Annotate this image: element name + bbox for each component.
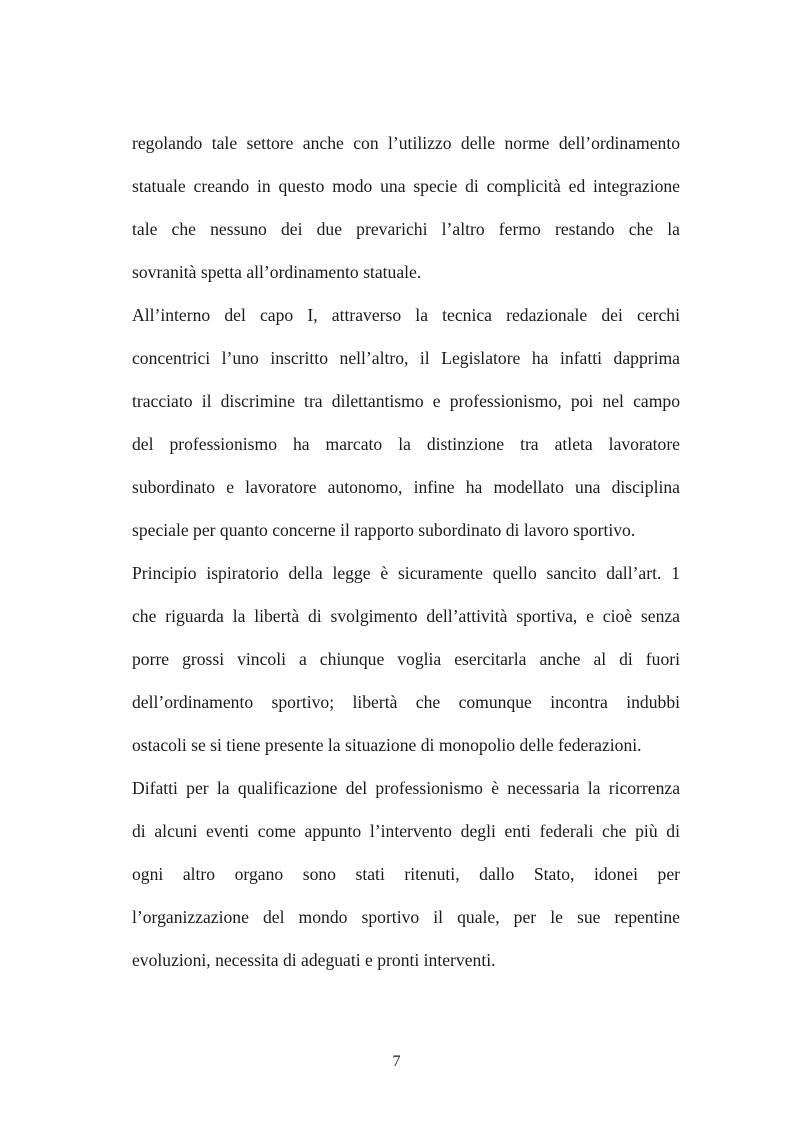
text-line: dell’ordinamento sportivo; libertà che comunque incontra indubbi	[132, 692, 680, 712]
text-line: All’interno del capo I, attraverso la tecnica redazionale dei cerchi	[132, 305, 680, 325]
text-line: del professionismo ha marcato la distinzione tra atleta lavoratore	[132, 434, 680, 454]
text-line: porre grossi vincoli a chiunque voglia esercitarla anche al di fuori	[132, 649, 680, 669]
text-line: l’organizzazione del mondo sportivo il quale, per le sue repentine	[132, 907, 680, 927]
text-line: subordinato e lavoratore autonomo, infine ha modellato una disciplina	[132, 477, 680, 497]
text-line: ostacoli se si tiene presente la situazione di monopolio delle federazioni.	[132, 735, 642, 755]
text-line: che riguarda la libertà di svolgimento dell’attività sportiva, e cioè senza	[132, 606, 680, 626]
body-text	[132, 127, 680, 987]
text-line: regolando tale settore anche con l’utilizzo delle norme dell’ordinamento	[132, 133, 680, 153]
text-line: tracciato il discrimine tra dilettantismo e professionismo, poi nel campo	[132, 391, 680, 411]
page-number: 7	[392, 1053, 401, 1070]
text-line: ogni altro organo sono stati ritenuti, dallo Stato, idonei per	[132, 864, 680, 884]
text-line: tale che nessuno dei due prevarichi l’altro fermo restando che la	[132, 219, 680, 239]
text-line: statuale creando in questo modo una specie di complicità ed integrazione	[132, 176, 680, 196]
text-line: concentrici l’uno inscritto nell’altro, il Legislatore ha infatti dapprima	[132, 348, 680, 368]
text-line: sovranità spetta all’ordinamento statuale.	[132, 262, 422, 282]
text-line: evoluzioni, necessita di adeguati e pronti interventi.	[132, 950, 496, 970]
text-line: di alcuni eventi come appunto l’intervento degli enti federali che più di	[132, 821, 680, 841]
text-line: Difatti per la qualificazione del professionismo è necessaria la ricorrenza	[132, 778, 680, 798]
text-line: Principio ispiratorio della legge è sicuramente quello sancito dall’art. 1	[132, 563, 680, 583]
text-line: speciale per quanto concerne il rapporto subordinato di lavoro sportivo.	[132, 520, 636, 540]
